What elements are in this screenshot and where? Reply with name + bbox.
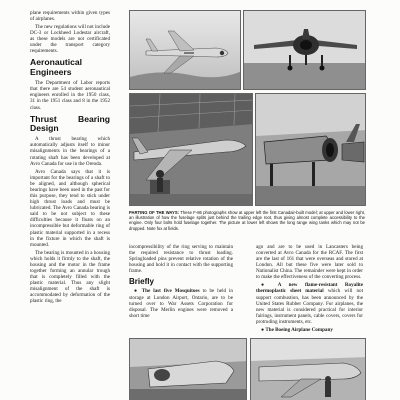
heading-thrust-bearing-design: Thrust Bearing Design xyxy=(30,113,110,134)
photo-sabre-hangar xyxy=(129,93,253,206)
briefly-item-1-lead: The last five Mosquitoes xyxy=(141,288,200,295)
photo-caption xyxy=(129,210,365,231)
left-column xyxy=(30,10,110,306)
sabre-hangar-image xyxy=(130,94,253,206)
right-paragraph-1: ago and are to be used in Lancasters being converted at Avro Canada for the RCAF. The first are the last of 161 that were overseas and stored at London. All but these five were later sold to Nationalist China. The remainder were kept in order to make the effectiveness of the converting process. xyxy=(256,244,363,281)
sabre-flight-image xyxy=(130,11,241,90)
briefly-item-1-text: to be held in storage at London Airport, Ontario, are to be turned over to War Assets Corporation for disposal. The Merlin engines were removed a short time xyxy=(129,288,233,319)
right-item-1-text: which will not support combustion, has been announced by the United States Rubber Company. For airplanes, the new material is considered practical for interior fairings, instrument panels, cable covers, covers for protruding instruments, etc. xyxy=(256,288,363,325)
briefly-item-1 xyxy=(129,288,233,318)
heading-briefly: Briefly xyxy=(129,277,154,287)
middle-bottom-column xyxy=(129,244,233,321)
intro-paragraph-1: plane requirements within given types of airplanes. xyxy=(30,10,110,23)
thrust-paragraph-3: The bearing is mounted in a housing which holds it firmly to the shaft, the housing and the motor in the frame together forming an annular trough that is completely filled with the plastic material. Thus any slight misalignment of the shaft is accommodated by deformation of the plastic ring, the xyxy=(30,249,110,305)
photo-sabre-ground-front xyxy=(243,10,366,90)
thrust-paragraph-1: A thrust bearing which automatically adjusts itself to minor misalignments in the bearings of a rotating shaft has been developed at Avro Canada for use in the Orenda. xyxy=(30,136,110,167)
photo-bottom-right xyxy=(250,338,366,400)
bottom-right-image xyxy=(251,339,366,400)
bullet-icon: ● xyxy=(261,326,265,333)
bottom-left-image xyxy=(130,339,247,400)
right-bottom-column xyxy=(256,244,363,335)
right-item-1 xyxy=(256,282,363,325)
caption-lead: PARTING OF THE WAYS: xyxy=(129,210,180,215)
bullet-icon: ● xyxy=(134,288,139,295)
heading-aeronautical-engineers: Aeronautical Engineers xyxy=(30,57,83,78)
fuselage-split-image xyxy=(256,94,366,206)
right-item-2 xyxy=(256,327,363,333)
caption-text: These F-86 photographs show at upper left the first Canadair-built model; at upper and lower right, an illustration of how the fuselage splits just behind the trailing edge root, thus giving almost complete accessibility to the engine. Only four bolts hold fuselage together. The picture at lower left shows the long range wing tanks which may not be dropped. Note fox at fields. xyxy=(129,210,365,231)
right-item-2-lead: The Boeing Airplane Company xyxy=(265,326,333,333)
thrust-paragraph-2: Avro Canada says that it is important for the bearings of a shaft to be aligned, and although spherical bearings have been used in the past for this purpose, they tend to stick under high thrust loads and must be lubricated. The Avro Canada bearing is said to be not subject to these difficulties because it floats on an incompressible but deformable ring of plastic material supported in a recess in the fixture in which the shaft is mounted. xyxy=(30,168,110,248)
sabre-front-image xyxy=(244,11,366,90)
bullet-icon: ● xyxy=(261,282,271,289)
engineers-paragraph: The Department of Labor reports that there are 54 student aeronautical engineers enrolled in the 1950 class, 31 in the 1951 class and 8 in the 1952 class. xyxy=(30,80,110,111)
photo-sabre-flight xyxy=(129,10,241,90)
intro-paragraph-2: The new regulations will not include DC-3 or Lockheed Lodestar aircraft, as these models are not certificated under the transport category requirements. xyxy=(30,23,110,55)
photo-fuselage-split xyxy=(255,93,366,206)
middle-paragraph-1: incompressibility of the ring serving to maintain the required resistance to thrust loading. Springloaded pins prevent relative rotation of the housing and hold it in contact with the supporting frame. xyxy=(129,244,233,275)
photo-bottom-left xyxy=(129,338,247,400)
right-item-1-lead: A new flame-resistant Royalite thermoplastic sheet material xyxy=(256,282,363,295)
